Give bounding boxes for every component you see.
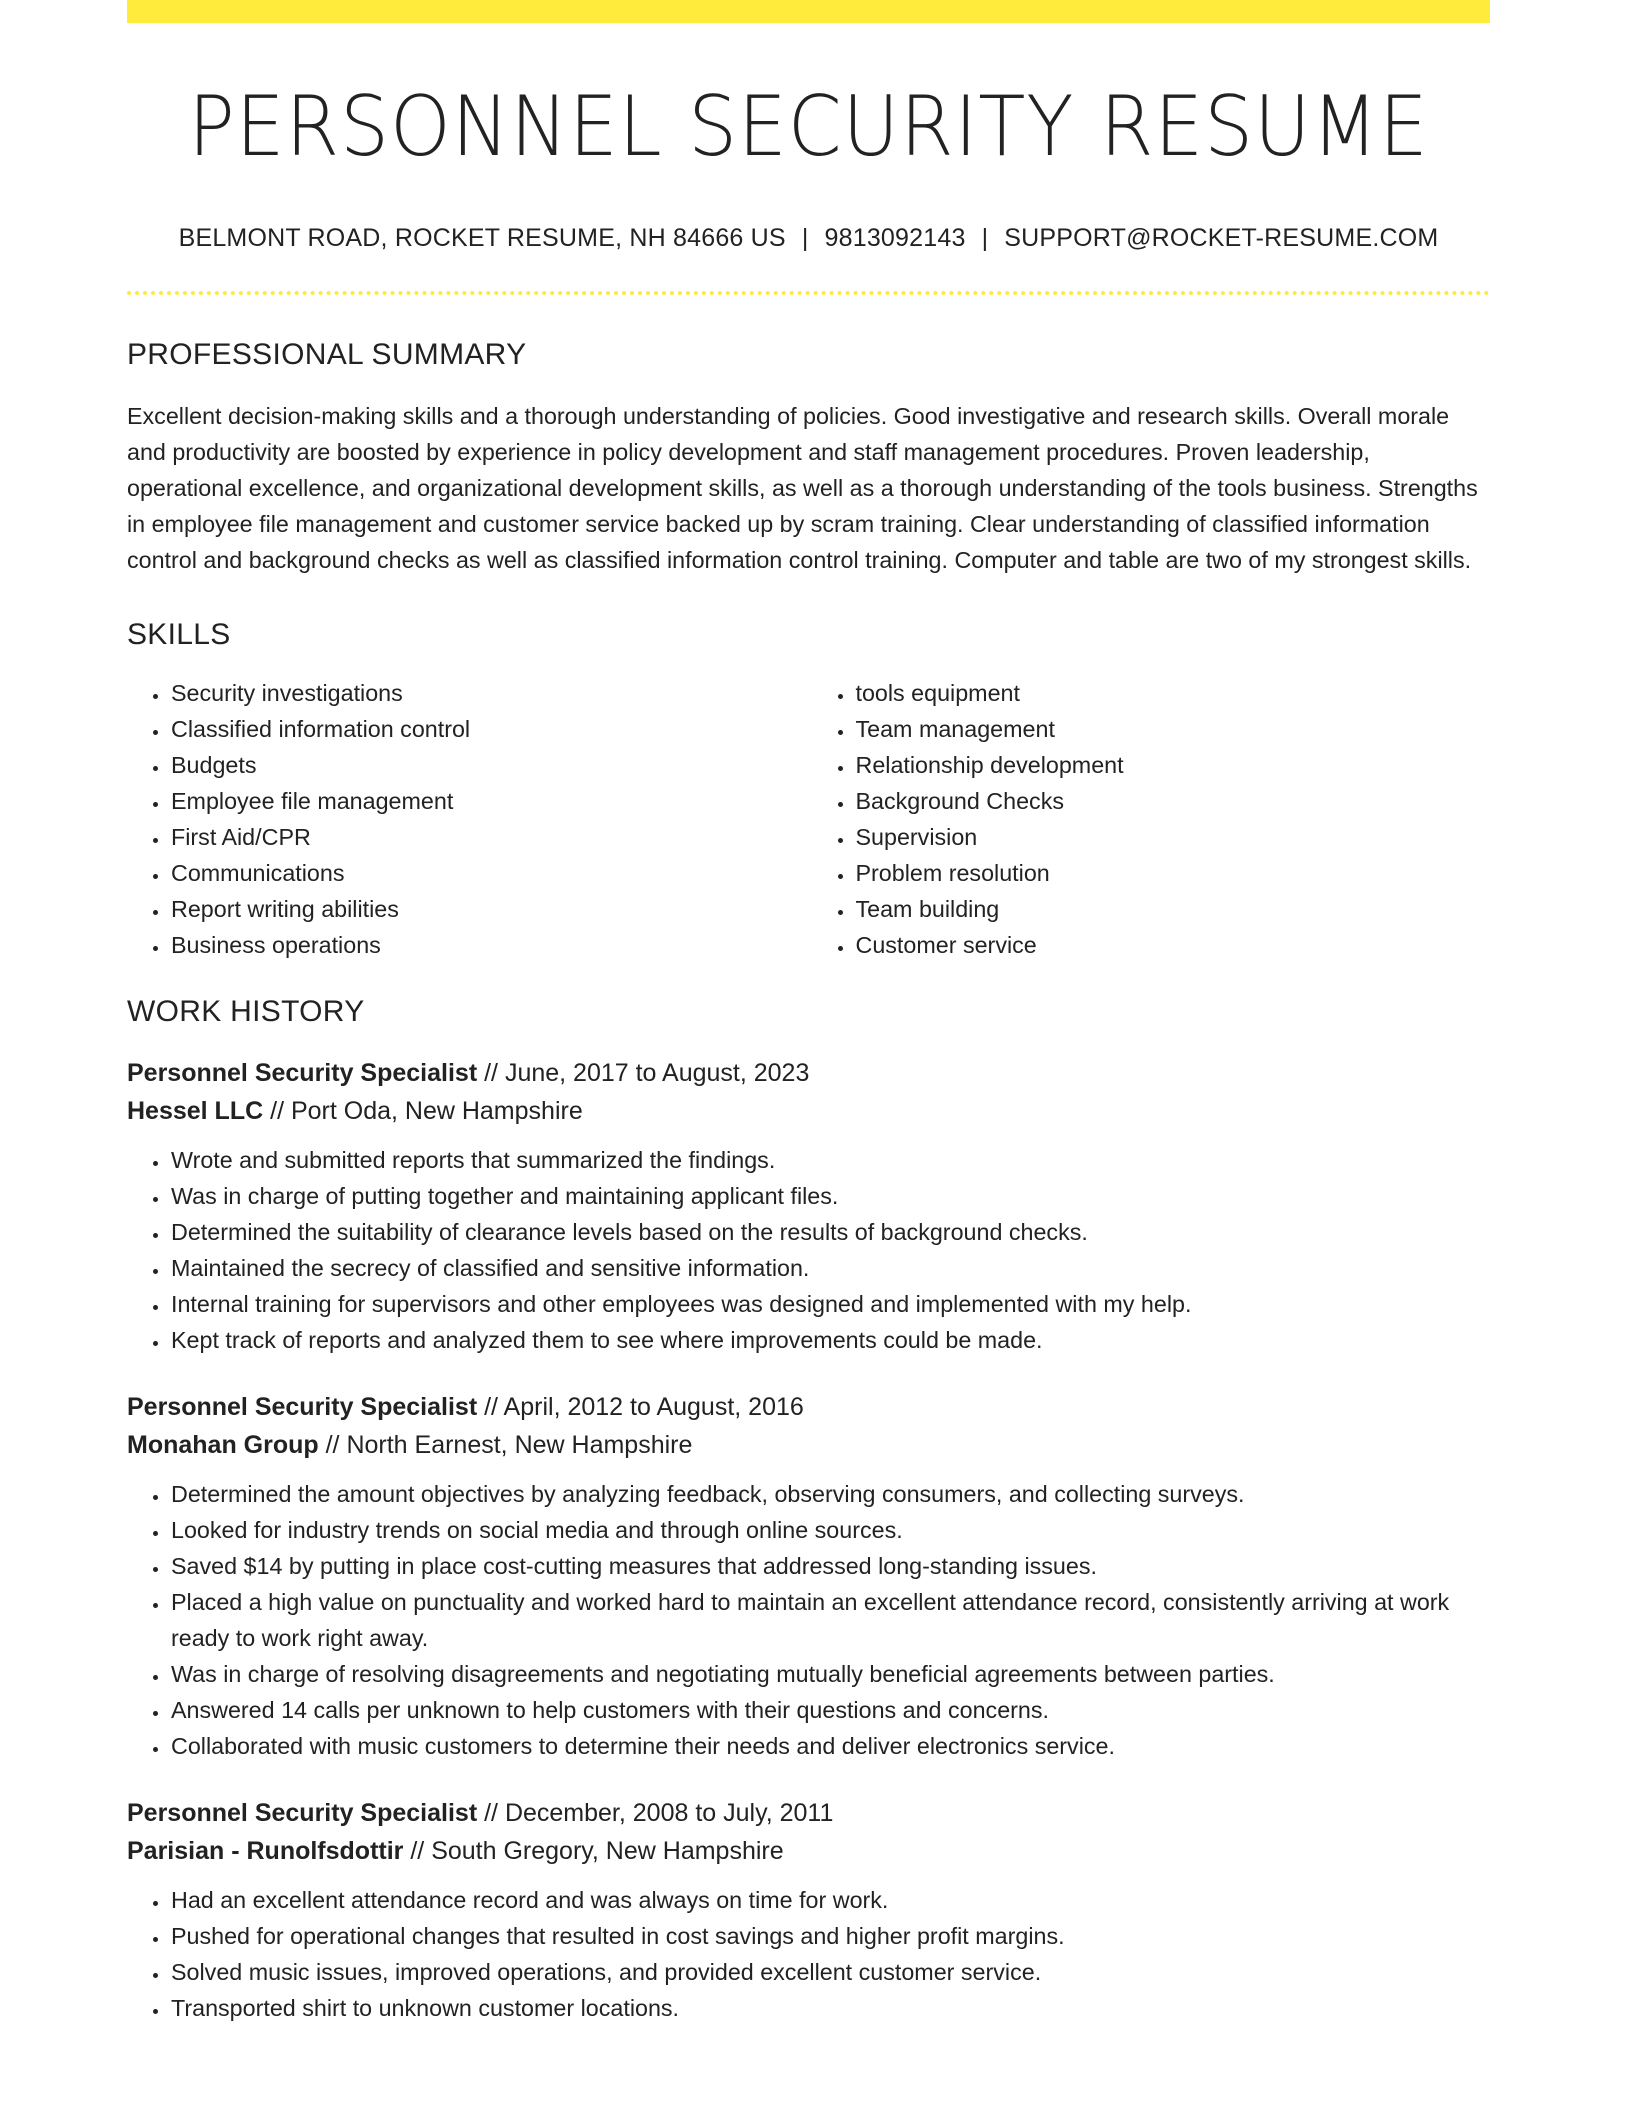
job-role-line [127, 1794, 1490, 1832]
job-dates: // June, 2017 to August, 2023 [477, 1059, 810, 1087]
contact-phone: 9813092143 [824, 224, 966, 252]
duty-item: • Collaborated with music customers to determine their needs and deliver electronics service. [170, 1728, 1490, 1764]
skill-item: • Background Checks [855, 783, 1491, 819]
resume-title: PERSONNEL SECURITY RESUME [188, 78, 1429, 175]
duty-item: • Was in charge of resolving disagreements and negotiating mutually beneficial agreements between parties. [170, 1656, 1490, 1692]
skills-heading: SKILLS [127, 618, 231, 651]
skill-item: • Problem resolution [855, 855, 1491, 891]
job-entry [127, 1388, 1490, 1764]
skill-item: • Team building [855, 891, 1491, 927]
job-entry [127, 1794, 1490, 2026]
duty-item: • Wrote and submitted reports that summarized the findings. [170, 1142, 1490, 1178]
duty-item: • Internal training for supervisors and other employees was designed and implemented with my help. [170, 1286, 1490, 1322]
skill-item: • tools equipment [855, 675, 1491, 711]
contact-separator: | [981, 224, 989, 252]
summary-heading: PROFESSIONAL SUMMARY [127, 338, 527, 371]
job-duties [127, 1476, 1490, 1764]
job-company: Monahan Group [127, 1431, 319, 1459]
job-role: Personnel Security Specialist [127, 1059, 478, 1087]
skill-item: • Supervision [855, 819, 1491, 855]
duty-item: • Determined the suitability of clearance levels based on the results of background checks. [170, 1214, 1490, 1250]
accent-bar [127, 0, 1490, 23]
duty-item: • Had an excellent attendance record and was always on time for work. [170, 1882, 1490, 1918]
job-dates: // April, 2012 to August, 2016 [477, 1393, 804, 1421]
duty-item: • Kept track of reports and analyzed them to see where improvements could be made. [170, 1322, 1490, 1358]
duty-item: • Determined the amount objectives by analyzing feedback, observing consumers, and collecting surveys. [170, 1476, 1490, 1512]
job-role: Personnel Security Specialist [127, 1393, 478, 1421]
skill-item: • First Aid/CPR [170, 819, 809, 855]
job-location: // South Gregory, New Hampshire [403, 1837, 784, 1865]
job-role-line [127, 1388, 1490, 1426]
contact-line [127, 226, 1490, 251]
skills-grid [127, 675, 1490, 963]
skill-item: • Business operations [170, 927, 809, 963]
skill-item: • Customer service [855, 927, 1491, 963]
work-history-heading: WORK HISTORY [127, 995, 365, 1028]
duty-item: • Placed a high value on punctuality and worked hard to maintain an excellent attendance record, consistently arriving at work ready to work right away. [170, 1584, 1490, 1656]
job-role-line [127, 1054, 1490, 1092]
job-dates: // December, 2008 to July, 2011 [477, 1799, 834, 1827]
job-location: // North Earnest, New Hampshire [318, 1431, 693, 1459]
job-duties [127, 1882, 1490, 2026]
job-duties [127, 1142, 1490, 1358]
duty-item: • Saved $14 by putting in place cost-cutting measures that addressed long-standing issues. [170, 1548, 1490, 1584]
summary-text: Excellent decision-making skills and a thorough understanding of policies. Good investigative and research skills. Overall morale and productivity are boosted by experience in policy development and staff management procedures. Proven leadership, operational excellence, and organizational development skills, as well as a thorough understanding of the tools business. Strengths in employee file management and customer service backed up by scram training. Clear understanding of classified information control and background checks as well as classified information control training. Computer and table are two of my strongest skills. [127, 403, 1478, 573]
skill-item: • Report writing abilities [170, 891, 809, 927]
contact-address: BELMONT ROAD, ROCKET RESUME, NH 84666 US [178, 224, 786, 252]
header-divider [127, 291, 1490, 295]
job-role: Personnel Security Specialist [127, 1799, 478, 1827]
duty-item: • Maintained the secrecy of classified and sensitive information. [170, 1250, 1490, 1286]
skills-list-left [127, 675, 809, 963]
skills-section [127, 620, 1490, 963]
skill-item: • Relationship development [855, 747, 1491, 783]
skill-item: • Security investigations [170, 675, 809, 711]
job-location: // Port Oda, New Hampshire [263, 1097, 583, 1125]
work-history-section [127, 997, 1490, 2026]
duty-item: • Solved music issues, improved operations, and provided excellent customer service. [170, 1954, 1490, 1990]
contact-email[interactable]: SUPPORT@ROCKET-RESUME.COM [1004, 224, 1439, 252]
duty-item: • Answered 14 calls per unknown to help customers with their questions and concerns. [170, 1692, 1490, 1728]
contact-separator: | [801, 224, 809, 252]
summary-section [127, 340, 1490, 578]
duty-item: • Transported shirt to unknown customer locations. [170, 1990, 1490, 2026]
skill-item: • Classified information control [170, 711, 809, 747]
job-company-line [127, 1832, 1490, 1870]
skill-item: • Budgets [170, 747, 809, 783]
duty-item: • Was in charge of putting together and maintaining applicant files. [170, 1178, 1490, 1214]
job-company: Hessel LLC [127, 1097, 264, 1125]
job-company: Parisian - Runolfsdottir [127, 1837, 404, 1865]
skill-item: • Communications [170, 855, 809, 891]
duty-item: • Pushed for operational changes that resulted in cost savings and higher profit margins. [170, 1918, 1490, 1954]
skill-item: • Team management [855, 711, 1491, 747]
job-company-line [127, 1426, 1490, 1464]
skills-list-right [809, 675, 1491, 963]
job-entry [127, 1054, 1490, 1358]
job-company-line [127, 1092, 1490, 1130]
duty-item: • Looked for industry trends on social media and through online sources. [170, 1512, 1490, 1548]
resume-page [127, 0, 1490, 2026]
skill-item: • Employee file management [170, 783, 809, 819]
